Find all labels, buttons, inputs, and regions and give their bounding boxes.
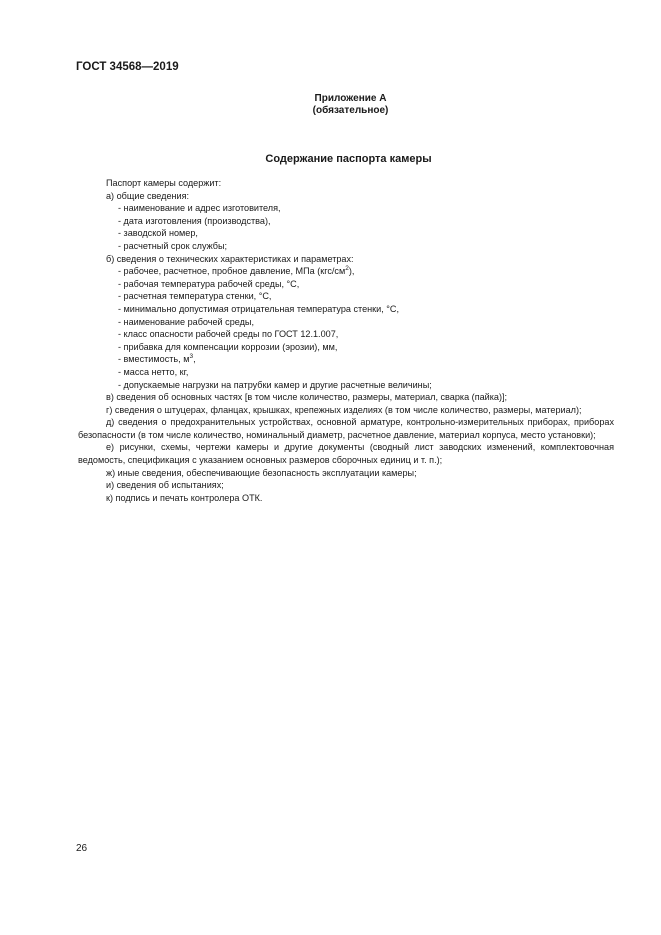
list-item: [78, 265, 614, 278]
item-b: б) сведения о технических характеристиках и параметрах:: [106, 253, 354, 264]
passport-content: [78, 177, 614, 504]
superscript: 2: [345, 265, 349, 273]
item-d: д) сведения о предохранительных устройствах, основной арматуре, контрольно-измерительных приборах, приборах безопасности (в том числе количество, номинальный диаметр, расчетное давление, материал корпуса, место установки);: [78, 417, 614, 440]
item-g: г) сведения о штуцерах, фланцах, крышках, крепежных изделиях (в том числе количество, размеры, материал);: [106, 404, 582, 415]
list-item: - минимально допустимая отрицательная температура стенки, °С,: [118, 303, 400, 314]
page-number: 26: [76, 843, 88, 854]
item-e: е) рисунки, схемы, чертежи камеры и другие документы (сводный лист заводских изменений, комплектовочная ведомость, спецификация с указанием основных размеров сборочных единиц и т. п.);: [78, 442, 614, 466]
list-item: - дата изготовления (производства),: [118, 215, 271, 226]
intro-line: Паспорт камеры содержит:: [106, 178, 222, 188]
annex-status: (обязательное): [312, 105, 389, 116]
list-item: - класс опасности рабочей среды по ГОСТ 12.1.007,: [118, 329, 339, 340]
item-k: к) подпись и печать контролера ОТК.: [106, 492, 263, 503]
annex-title: Приложение А: [314, 93, 387, 104]
pressure-text-end: ),: [348, 266, 355, 277]
pressure-text: - рабочее, расчетное, пробное давление, МПа (кгс/см: [118, 266, 346, 277]
volume-text-end: ,: [193, 354, 196, 365]
list-item: - допускаемые нагрузки на патрубки камер и другие расчетные величины;: [118, 379, 432, 390]
item-v: в) сведения об основных частях [в том числе количество, размеры, материал, сварка (пайка)];: [106, 392, 508, 403]
superscript: 3: [189, 353, 194, 361]
section-title: [0, 153, 661, 165]
list-item: - наименование рабочей среды,: [118, 316, 254, 327]
item-i: и) сведения об испытаниях;: [106, 480, 224, 491]
annex-heading: [0, 93, 661, 117]
list-item: - масса нетто, кг,: [118, 366, 189, 377]
list-item: - рабочая температура рабочей среды, °С,: [118, 278, 300, 289]
item-zh: ж) иные сведения, обеспечивающие безопасность эксплуатации камеры;: [106, 467, 417, 478]
list-item: - прибавка для компенсации коррозии (эрозии), мм,: [118, 341, 338, 352]
list-item: - заводской номер,: [118, 228, 198, 239]
section-title-text: Содержание паспорта камеры: [265, 153, 432, 165]
list-item: - расчетная температура стенки, °С,: [118, 291, 272, 302]
list-item: [78, 353, 614, 366]
list-item: - наименование и адрес изготовителя,: [118, 203, 281, 214]
volume-text: - вместимость, м: [118, 354, 190, 365]
item-a: а) общие сведения:: [106, 190, 190, 201]
list-item: - расчетный срок службы;: [118, 240, 228, 251]
document-code: ГОСТ 34568—2019: [76, 61, 179, 73]
